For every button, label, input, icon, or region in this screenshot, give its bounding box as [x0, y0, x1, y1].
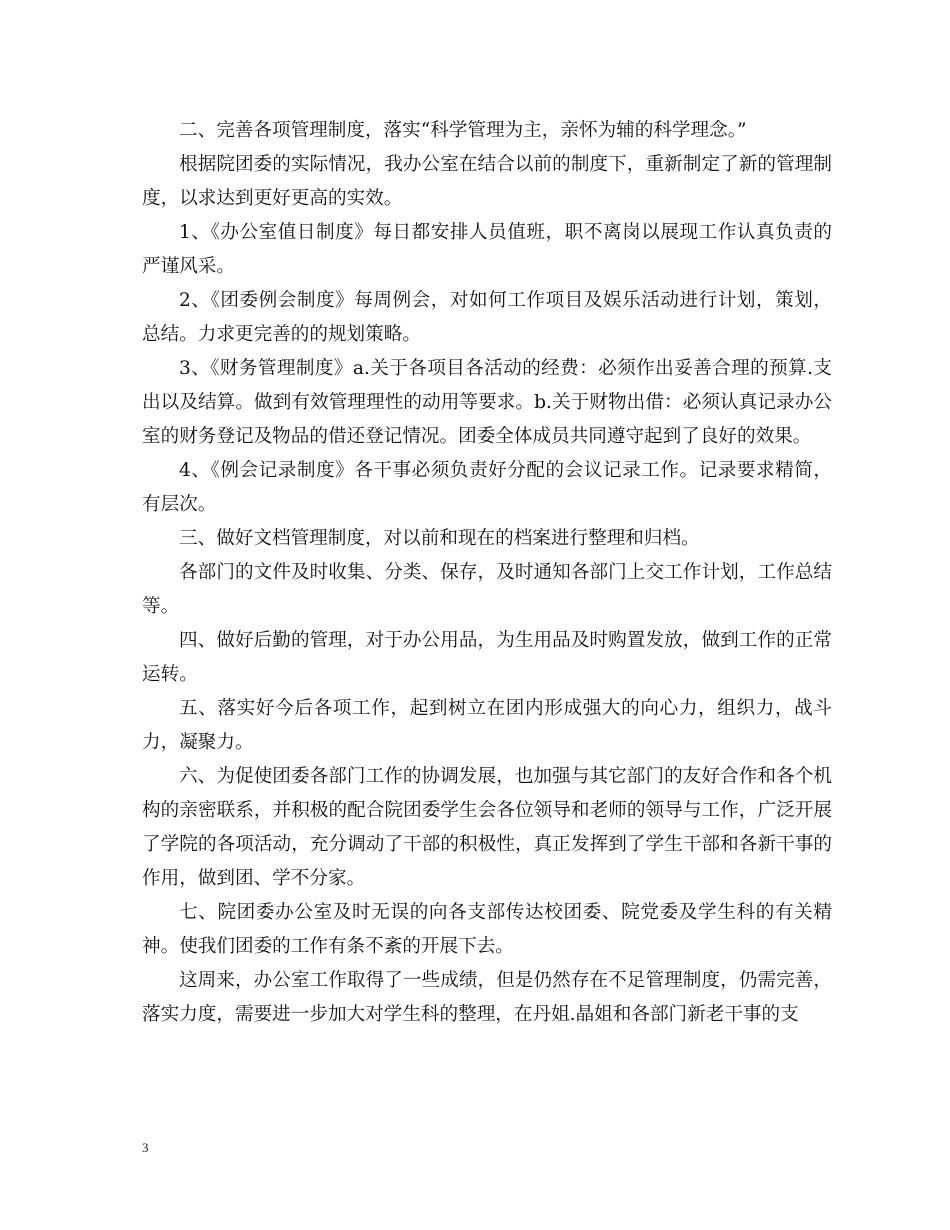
document-body [142, 114, 832, 1032]
paragraph: 二、完善各项管理制度，落实“科学管理为主，亲怀为辅的科学理念。” [179, 120, 747, 141]
paragraph: 七、院团委办公室及时无误的向各支部传达校团委、院党委及学生科的有关精神。使我们团委的工作有条不紊的开展下去。 [142, 902, 832, 957]
paragraph: 三、做好文档管理制度，对以前和现在的档案进行整理和归档。 [179, 528, 700, 549]
paragraph: 2、《团委例会制度》每周例会，对如何工作项目及娱乐活动进行计划，策划，总结。力求更完善的的规划策略。 [142, 290, 832, 345]
paragraph: 这周来，办公室工作取得了一些成绩，但是仍然存在不足管理制度，仍需完善，落实力度，需要进一步加大对学生科的整理，在丹姐.晶姐和各部门新老干事的支 [142, 970, 832, 1025]
page-number: 3 [142, 1140, 149, 1155]
paragraph: 六、为促使团委各部门工作的协调发展，也加强与其它部门的友好合作和各个机构的亲密联系，并积极的配合院团委学生会各位领导和老师的领导与工作，广泛开展了学院的各项活动，充分调动了干部的积极性，真正发挥到了学生干部和各新干事的作用，做到团、学不分家。 [142, 766, 832, 889]
paragraph: 4、《例会记录制度》各干事必须负责好分配的会议记录工作。记录要求精简，有层次。 [142, 460, 832, 515]
paragraph: 各部门的文件及时收集、分类、保存，及时通知各部门上交工作计划，工作总结等。 [142, 562, 832, 617]
paragraph: 1、《办公室值日制度》每日都安排人员值班，职不离岗以展现工作认真负责的严谨风采。 [142, 222, 832, 277]
paragraph: 3、《财务管理制度》a.关于各项目各活动的经费：必须作出妥善合理的预算.支出以及结算。做到有效管理理性的动用等要求。b.关于财物出借：必须认真记录办公室的财务登记及物品的借还登记情况。团委全体成员共同遵守起到了良好的效果。 [142, 358, 832, 447]
paragraph: 根据院团委的实际情况，我办公室在结合以前的制度下，重新制定了新的管理制度，以求达到更好更高的实效。 [142, 154, 832, 209]
paragraph: 四、做好后勤的管理，对于办公用品，为生用品及时购置发放，做到工作的正常运转。 [142, 630, 832, 685]
paragraph: 五、落实好今后各项工作，起到树立在团内形成强大的向心力，组织力，战斗力，凝聚力。 [142, 698, 832, 753]
